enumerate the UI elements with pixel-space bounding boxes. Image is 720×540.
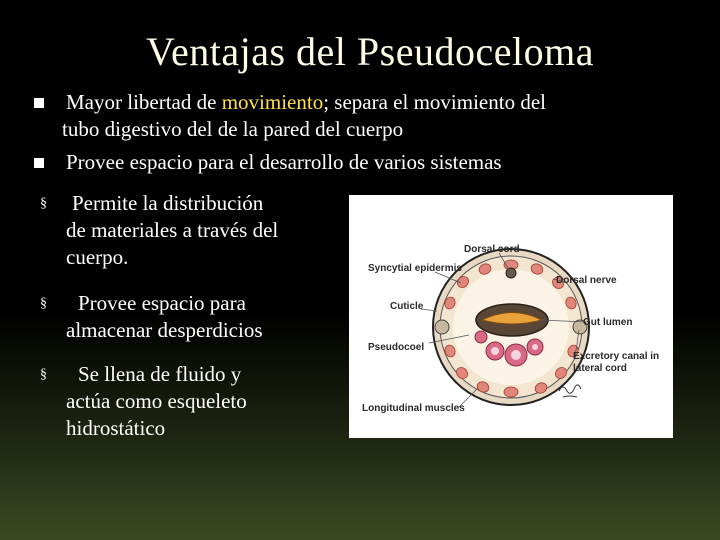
sub-bullet-3 — [66, 361, 247, 442]
label-lateral-cord: lateral cord — [573, 363, 627, 374]
label-gut-lumen: Gut lumen — [583, 317, 633, 328]
label-cuticle: Cuticle — [390, 301, 424, 312]
label-dorsal-nerve: Dorsal nerve — [556, 275, 617, 286]
bullet-1-line-2: tubo digestivo del de la pared del cuerpo — [62, 117, 404, 141]
bullet-2-text: Provee espacio para el desarrollo de varios sistemas — [66, 150, 502, 174]
sub-bullet-2-line-2: almacenar desperdicios — [66, 318, 263, 342]
sub-bullet-2-line-1: Provee espacio para — [78, 291, 246, 315]
label-excretory-canal: Excretory canal in — [573, 351, 660, 362]
sub-bullet-3-line-2: actúa como esqueleto — [66, 389, 247, 413]
bullet-1-highlight: movimiento — [221, 90, 324, 114]
nematode-cross-section-diagram — [349, 195, 673, 438]
bullet-marker — [34, 98, 44, 108]
slide-title: Ventajas del Pseudoceloma — [146, 29, 594, 74]
sub-bullet-3-line-1: Se llena de fluido y — [78, 362, 242, 386]
lateral-cord-left — [435, 320, 449, 334]
sub-bullet-marker: § — [40, 367, 47, 382]
label-pseudocoel: Pseudocoel — [368, 342, 425, 353]
bullet-marker — [34, 158, 44, 168]
sub-bullet-1-line-1: Permite la distribución — [72, 191, 264, 215]
sub-bullet-1 — [66, 190, 278, 271]
bullet-1-text-post: ; separa el movimiento del — [323, 90, 546, 114]
label-longitudinal-muscles: Longitudinal muscles — [362, 403, 465, 414]
bullet-2 — [66, 149, 502, 176]
sub-bullet-marker: § — [40, 296, 47, 311]
bullet-1-text-pre: Mayor libertad de — [66, 90, 222, 114]
sub-bullet-1-line-3: cuerpo. — [66, 245, 129, 269]
artist-signature — [559, 385, 581, 397]
label-syncytial-epidermis: Syncytial epidermis — [368, 263, 462, 274]
sub-bullet-3-line-3: hidrostático — [66, 416, 166, 440]
sub-bullet-marker: § — [40, 196, 47, 211]
bullet-1 — [62, 89, 546, 143]
label-dorsal-cord: Dorsal cord — [464, 244, 520, 255]
sub-bullet-2 — [66, 290, 263, 344]
cross-section-illustration — [349, 195, 673, 438]
sub-bullet-1-line-2: de materiales a través del — [66, 218, 279, 242]
